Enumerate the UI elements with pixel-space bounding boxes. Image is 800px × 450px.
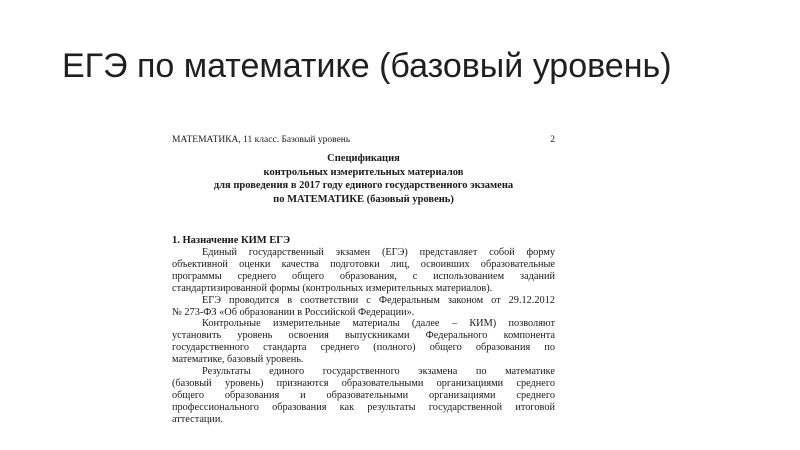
body-line: стандартизированной формы (контрольных измерительных материалов). <box>172 282 493 294</box>
body-line: (базовый уровень) признаются образовательными организациями среднего <box>172 377 555 389</box>
body-line: № 273-ФЗ «Об образовании в Российской Федерации». <box>172 306 415 318</box>
specification-heading <box>172 152 555 206</box>
spec-line: для проведения в 2017 году единого государственного экзамена <box>213 180 514 191</box>
body-line: установить уровень освоения выпускниками Федерального компонента <box>172 330 555 342</box>
body-line: аттестации. <box>172 413 224 425</box>
body-line: Результаты единого государственного экзамена по математике <box>202 366 555 378</box>
body-line: профессионального образования как результаты государственной итоговой <box>172 401 555 413</box>
body-line: общего образования и образовательными организациями среднего <box>172 389 555 401</box>
spec-line: контрольных измерительных материалов <box>263 166 464 178</box>
body-line: объективной оценки качества подготовки лиц, освоивших образовательные <box>172 258 555 270</box>
slide-title: ЕГЭ по математике (базовый уровень) <box>62 47 672 85</box>
page-number: 2 <box>550 135 555 145</box>
body-line: государственного стандарта среднего (полного) общего образования по <box>172 342 555 354</box>
document-header <box>172 133 555 147</box>
body-line: программы среднего общего образования, с использованием заданий <box>172 270 555 282</box>
section-title: 1. Назначение КИМ ЕГЭ <box>172 235 291 246</box>
spec-line: по МАТЕМАТИКЕ (базовый уровень) <box>273 193 454 205</box>
body-line: математике, базовый уровень. <box>172 354 304 366</box>
document-scan <box>172 133 555 450</box>
spec-line: Спецификация <box>327 153 400 164</box>
body-line: ЕГЭ проводится в соответствии с Федеральным законом от 29.12.2012 <box>202 294 555 306</box>
body-line: Единый государственный экзамен (ЕГЭ) представляет собой форму <box>202 247 555 258</box>
document-body <box>172 247 555 426</box>
document-header-subject: МАТЕМАТИКА, 11 класс. Базовый уровень <box>172 135 351 145</box>
body-line: Контрольные измерительные материалы (далее – КИМ) позволяют <box>202 318 555 330</box>
